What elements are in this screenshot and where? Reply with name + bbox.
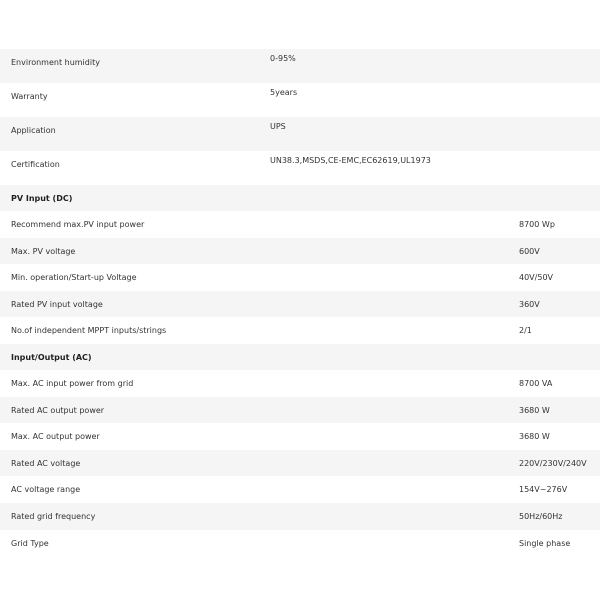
spec-row: [0, 264, 600, 291]
spec-label: AC voltage range: [11, 485, 81, 495]
spec-row: [0, 238, 600, 265]
spec-value: 3680 W: [519, 432, 550, 442]
spec-row: [0, 476, 600, 503]
spec-value: 8700 VA: [519, 378, 553, 388]
spec-value: Single phase: [519, 538, 571, 548]
spec-row: [0, 211, 600, 238]
spec-value: 8700 Wp: [519, 220, 555, 229]
spec-row: [0, 397, 600, 424]
spec-value: 2/1: [519, 326, 532, 336]
spec-label: Environment humidity: [11, 58, 100, 67]
spec-row-certification: [0, 151, 600, 185]
section-header-pv-input: [0, 185, 600, 211]
spec-label: Rated AC voltage: [11, 458, 81, 468]
spec-row-application: [0, 117, 600, 151]
spec-value: 50Hz/60Hz: [519, 511, 563, 521]
spec-value: 600V: [519, 246, 540, 256]
spec-label: Rated AC output power: [11, 405, 105, 415]
spec-value: 0-95%: [270, 54, 296, 63]
spec-row-environment-humidity: [0, 49, 600, 83]
spec-row: [0, 370, 600, 397]
spec-value: 40V/50V: [519, 273, 553, 283]
spec-label: Warranty: [11, 92, 48, 101]
spec-value: UN38.3,MSDS,CE-EMC,EC62619,UL1973: [270, 156, 431, 165]
spec-row: [0, 450, 600, 477]
spec-label: Recommend max.PV input power: [11, 220, 145, 229]
spec-row: [0, 317, 600, 344]
spec-label: Max. AC output power: [11, 432, 100, 442]
spec-row: [0, 530, 600, 557]
spec-label: Rated grid frequency: [11, 511, 96, 521]
spec-value: 5years: [270, 88, 298, 97]
spec-row: [0, 503, 600, 530]
spec-value: 220V/230V/240V: [519, 458, 587, 468]
spec-label: Max. PV voltage: [11, 246, 76, 256]
section-title: PV Input (DC): [11, 194, 73, 203]
spec-row-warranty: [0, 83, 600, 117]
spec-label: Min. operation/Start-up Voltage: [11, 273, 137, 283]
spec-label: Grid Type: [11, 538, 49, 548]
spec-label: Rated PV input voltage: [11, 299, 103, 309]
spec-value: 154V~276V: [519, 485, 568, 495]
spec-label: Max. AC input power from grid: [11, 378, 134, 388]
section-title: Input/Output (AC): [11, 352, 92, 362]
spec-row: [0, 291, 600, 318]
spec-label: Application: [11, 126, 56, 135]
section-header-io-ac: [0, 344, 600, 370]
spec-value: 360V: [519, 299, 540, 309]
spec-label: Certification: [11, 160, 60, 169]
spec-table: [0, 49, 600, 556]
spec-value: UPS: [270, 122, 286, 131]
spec-value: 3680 W: [519, 405, 550, 415]
spec-row: [0, 423, 600, 450]
spec-label: No.of independent MPPT inputs/strings: [11, 326, 167, 336]
